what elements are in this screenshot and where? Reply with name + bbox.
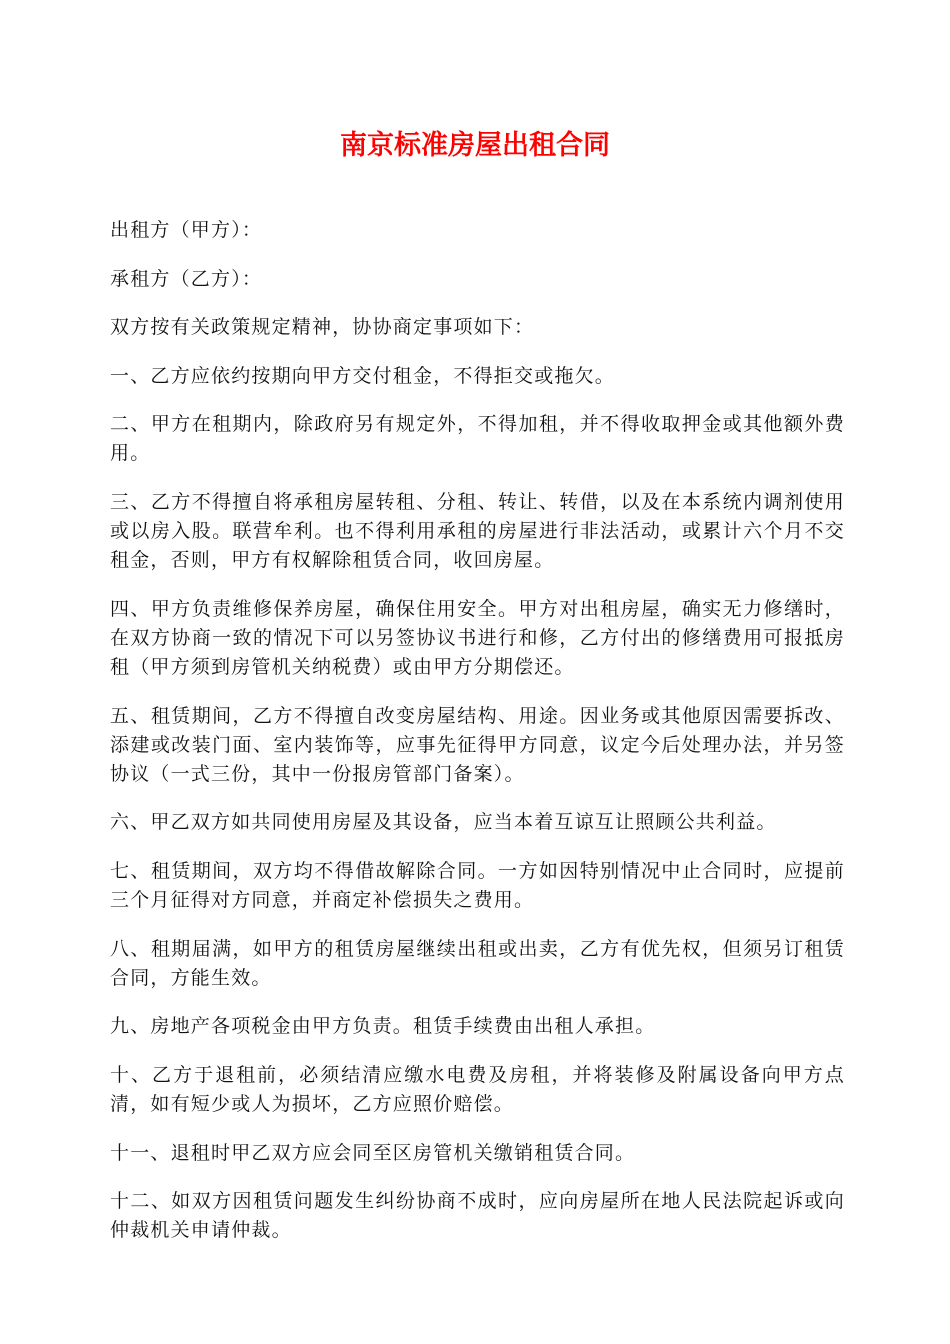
clause-6: 六、甲乙双方如共同使用房屋及其设备，应当本着互谅互让照顾公共利益。 [110,811,777,834]
clause-1: 一、乙方应依约按期向甲方交付租金，不得拒交或拖欠。 [110,364,616,387]
clause-4: 四、甲方负责维修保养房屋，确保住用安全。甲方对出租房屋，确实无力修缮时，在双方协商一致的情况下可以另签协议书进行和修，乙方付出的修缮费用可报抵房租（甲方须到房管机关纳税费）或由甲方分期偿还。 [110,597,845,679]
clause-2: 二、甲方在租期内，除政府另有规定外，不得加租，并不得收取押金或其他额外费用。 [110,413,845,465]
party-b-line: 承租方（乙方）： [110,267,263,290]
party-a-line: 出租方（甲方）： [110,219,263,241]
document-title: 南京标准房屋出租合同 [340,130,610,161]
clause-8: 八、租期届满，如甲方的租赁房屋继续出租或出卖，乙方有优先权，但须另订租赁合同，方能生效。 [110,937,845,989]
document-body [110,216,845,1265]
clause-5: 五、租赁期间，乙方不得擅自改变房屋结构、用途。因业务或其他原因需要拆改、添建或改装门面、室内装饰等，应事先征得甲方同意，议定今后处理办法，并另签协议（一式三份，其中一份报房管部门备案）。 [110,704,845,785]
clause-10: 十、乙方于退租前，必须结清应缴水电费及房租，并将装修及附属设备向甲方点清，如有短少或人为损坏，乙方应照价赔偿。 [110,1063,845,1116]
clause-12: 十二、如双方因租赁问题发生纠纷协商不成时，应向房屋所在地人民法院起诉或向仲裁机关申请仲裁。 [110,1190,845,1242]
clause-3: 三、乙方不得擅自将承租房屋转租、分租、转让、转借，以及在本系统内调剂使用或以房入股。联营牟利。也不得利用承租的房屋进行非法活动，或累计六个月不交租金，否则，甲方有权解除租赁合同，收回房屋。 [110,490,845,572]
clause-11: 十一、退租时甲乙双方应会同至区房管机关缴销租赁合同。 [110,1141,636,1164]
preamble-paragraph: 双方按有关政策规定精神，协协商定事项如下： [110,316,535,338]
clause-9: 九、房地产各项税金由甲方负责。租赁手续费由出租人承担。 [110,1015,656,1038]
clause-7: 七、租赁期间，双方均不得借故解除合同。一方如因特别情况中止合同时，应提前三个月征得对方同意，并商定补偿损失之费用。 [110,859,845,912]
